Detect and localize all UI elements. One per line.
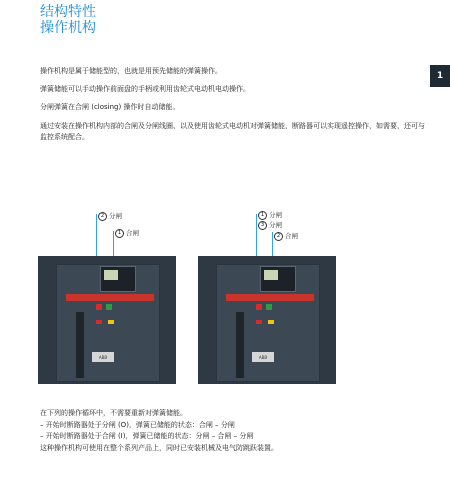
- callout-number: 1: [115, 229, 124, 238]
- red-band: [226, 294, 314, 301]
- close-button: [266, 304, 272, 310]
- callout-right-1: [258, 210, 282, 220]
- indicator-yellow: [108, 320, 114, 324]
- rating-plate: ABB: [252, 352, 274, 362]
- bottom-lead: 在下列的操作循环中，不需要重新对弹簧储能。: [40, 409, 187, 417]
- indicator-yellow: [268, 320, 274, 324]
- page-subtitle: 操作机构: [40, 20, 96, 36]
- lcd-screen: [264, 270, 278, 280]
- indicator-red: [256, 320, 262, 324]
- bottom-item-1: – 开始时断路器处于分闸 (O)，弹簧已储能的状态：合闸 – 分闸: [40, 420, 235, 429]
- callout-left-1: [98, 211, 122, 221]
- callout-number: 2: [274, 232, 283, 241]
- open-button: [96, 304, 102, 310]
- leader-line: [96, 214, 97, 256]
- close-button: [106, 304, 112, 310]
- open-button: [256, 304, 262, 310]
- callout-number: 3: [258, 221, 267, 230]
- red-band: [66, 294, 154, 301]
- callout-number: 1: [258, 211, 267, 220]
- bottom-closing: 这种操作机构可使用在整个系列产品上，同时已安装机械及电气防跳跃装置。: [40, 443, 278, 452]
- bottom-text: [40, 408, 278, 454]
- charging-handle: [236, 312, 244, 378]
- circuit-breaker-image-right: [198, 256, 336, 384]
- callout-number: 2: [98, 212, 107, 221]
- callout-left-2: [115, 228, 139, 238]
- chapter-tab: 1: [430, 65, 450, 87]
- callout-text: 合闸: [126, 229, 139, 237]
- rating-plate: ABB: [92, 352, 114, 362]
- intro-paragraph-4: 通过安装在操作机构内部的合闸及分闸线圈、以及使用齿轮式电动机对弹簧储能，断路器可以实现遥控操作，如需要，还可与监控系统配合。: [40, 122, 425, 141]
- bottom-item-2: – 开始时断路器处于合闸 (I)，弹簧已储能的状态：分闸 – 合闸 – 分闸: [40, 432, 254, 440]
- circuit-breaker-image-left: [38, 256, 176, 384]
- intro-paragraph-1: 操作机构是属于储能型的，也就是用预先储能的弹簧操作。: [40, 67, 222, 75]
- callout-text: 分闸: [269, 211, 282, 219]
- intro-paragraph-2: 弹簧储能可以手动操作前面盘的手柄或利用齿轮式电动机电动操作。: [40, 85, 250, 93]
- callout-text: 合闸: [285, 232, 298, 240]
- lcd-screen: [104, 270, 118, 280]
- page-title: 结构特性: [40, 4, 96, 20]
- indicator-red: [96, 320, 102, 324]
- leader-line: [256, 214, 257, 256]
- callout-text: 分闸: [269, 221, 282, 229]
- intro-paragraph-3: 分闸弹簧在合闸 (closing) 操作时自动储能。: [40, 103, 180, 111]
- callout-right-3: [274, 231, 298, 241]
- charging-handle: [76, 312, 84, 378]
- callout-right-2: [258, 220, 282, 230]
- callout-text: 分闸: [109, 212, 122, 220]
